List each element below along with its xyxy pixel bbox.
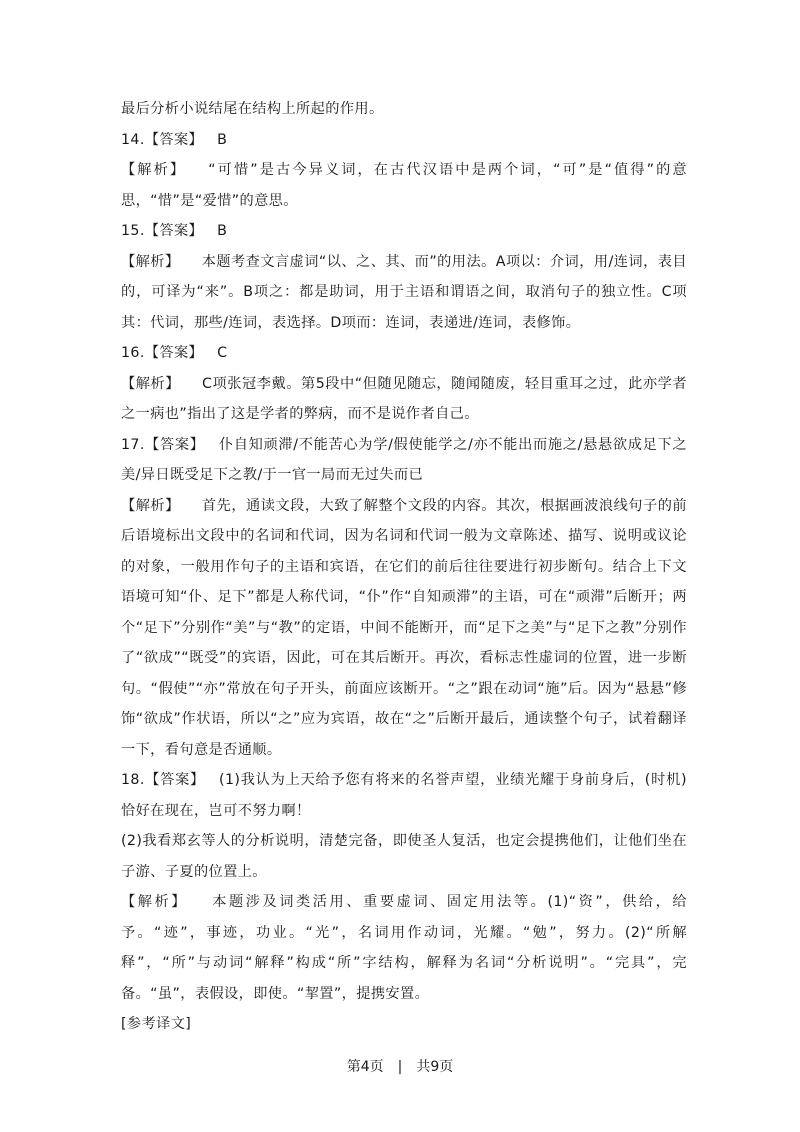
q18-answer	[121, 765, 687, 826]
intro-line: 最后分析小说结尾在结构上所起的作用。	[121, 101, 384, 117]
q15-answer-tag: 【答案】	[144, 223, 204, 239]
reference-translation-label: [参考译文]	[121, 1016, 192, 1032]
q14-answer-value: B	[217, 131, 228, 148]
q15-answer	[121, 216, 687, 247]
q17-explanation-text: 首先，通读文段，大致了解整个文段的内容。其次，根据画波浪线句子的前后语境标出文段中的名词和代词，因为名词和代词一般为文章陈述、描写、说明或议论的对象，一般用作句子的主语和宾语，在它们的前后往往要进行初步断句。结合上下文语境可知“仆、足下”都是人称代词，“仆”作“自知顽滞”的主语，可在“顽滞”后断开；两个“足下”分别作“美”与“教”的定语，中间不能断开，而“足下之美”与“足下之教”分别作了“欲成”“既受”的宾语，因此，可在其后断开。再次，看标志性虚词的位置，进一步断句。“假使”“亦”常放在句子开头，前面应该断开。“之”跟在动词“施”后。因为“悬悬”修饰“欲成”作状语，所以“之”应为宾语，故在“之”后断开最后，通读整个句子，试着翻译一下，看句意是否通顺。	[121, 497, 687, 758]
q17-answer-tag: 【答案】	[144, 436, 205, 453]
q14-answer-tag: 【答案】	[144, 131, 204, 148]
q17-number: 17.	[121, 436, 145, 453]
page-total: 共9页	[416, 1059, 454, 1075]
q18-explanation	[121, 887, 687, 1009]
q14-explanation-tag: 【解析】	[121, 162, 187, 178]
q15-answer-value: B	[217, 223, 228, 239]
q15-explanation-tag: 【解析】	[121, 253, 180, 270]
q18-explanation-text: 本题涉及词类活用、重要虚词、固定用法等。(1)“资”，供给，给予。“迹”，事迹，功业。“光”，名词用作动词，光耀。“勉”，努力。(2)“所解释”，“所”与动词“解释”构成“所”字结构，解释为名词“分析说明”。“完具”，完备。“虽”，表假设，即使。“挈置”，提携安置。	[121, 894, 687, 1002]
q16-explanation-text: C项张冠李戴。第5段中“但随见随忘，随闻随废，轻目重耳之过，此亦学者之一病也”指出了这是学者的弊病，而不是说作者自己。	[121, 375, 687, 422]
q16-answer-tag: 【答案】	[144, 345, 204, 361]
q17-answer	[121, 430, 687, 491]
answer-text	[121, 94, 687, 1040]
q14-explanation	[121, 155, 687, 216]
q15-explanation	[121, 247, 687, 339]
q16-explanation	[121, 369, 687, 430]
q14-number: 14.	[121, 131, 145, 148]
q14-answer	[121, 125, 687, 156]
q18-answer-tag: 【答案】	[144, 772, 206, 788]
q16-number: 16.	[121, 345, 145, 361]
q18-explanation-tag: 【解析】	[121, 894, 189, 910]
q17-explanation	[121, 491, 687, 766]
q16-answer-value: C	[217, 345, 228, 361]
q18-answer-part-2: (2)我看郑玄等人的分析说明，清楚完备，即使圣人复活，也定会提携他们，让他们坐在子游、子夏的位置上。	[121, 833, 687, 880]
q18-answer-part-1: (1)我认为上天给予您有将来的名誉声望，业绩光耀于身前身后，(时机)恰好在现在，岂可不努力啊！	[121, 772, 687, 819]
q15-number: 15.	[121, 223, 145, 239]
q17-explanation-tag: 【解析】	[121, 497, 180, 514]
q18-number: 18.	[121, 772, 145, 788]
q16-explanation-tag: 【解析】	[121, 375, 180, 392]
footer-separator: |	[397, 1059, 403, 1075]
q14-explanation-text: “可惜”是古今异义词，在古代汉语中是两个词，“可”是“值得”的意思，“惜”是“爱惜”的意思。	[121, 162, 687, 209]
q17-answer-value: 仆自知顽滞/不能苦心为学/假使能学之/亦不能出而施之/悬悬欲成足下之美/异日既受足下之教/于一官一局而无过失而已	[121, 436, 687, 483]
page-footer	[0, 1057, 800, 1077]
q15-explanation-text: 本题考查文言虚词“以、之、其、而”的用法。A项以：介词，用/连词，表目的，可译为“来”。B项之：都是助词，用于主语和谓语之间，取消句子的独立性。C项其：代词，那些/连词，表选择。D项而：连词，表递进/连词，表修饰。	[121, 253, 687, 331]
q16-answer	[121, 338, 687, 369]
page-number: 第4页	[346, 1059, 384, 1075]
